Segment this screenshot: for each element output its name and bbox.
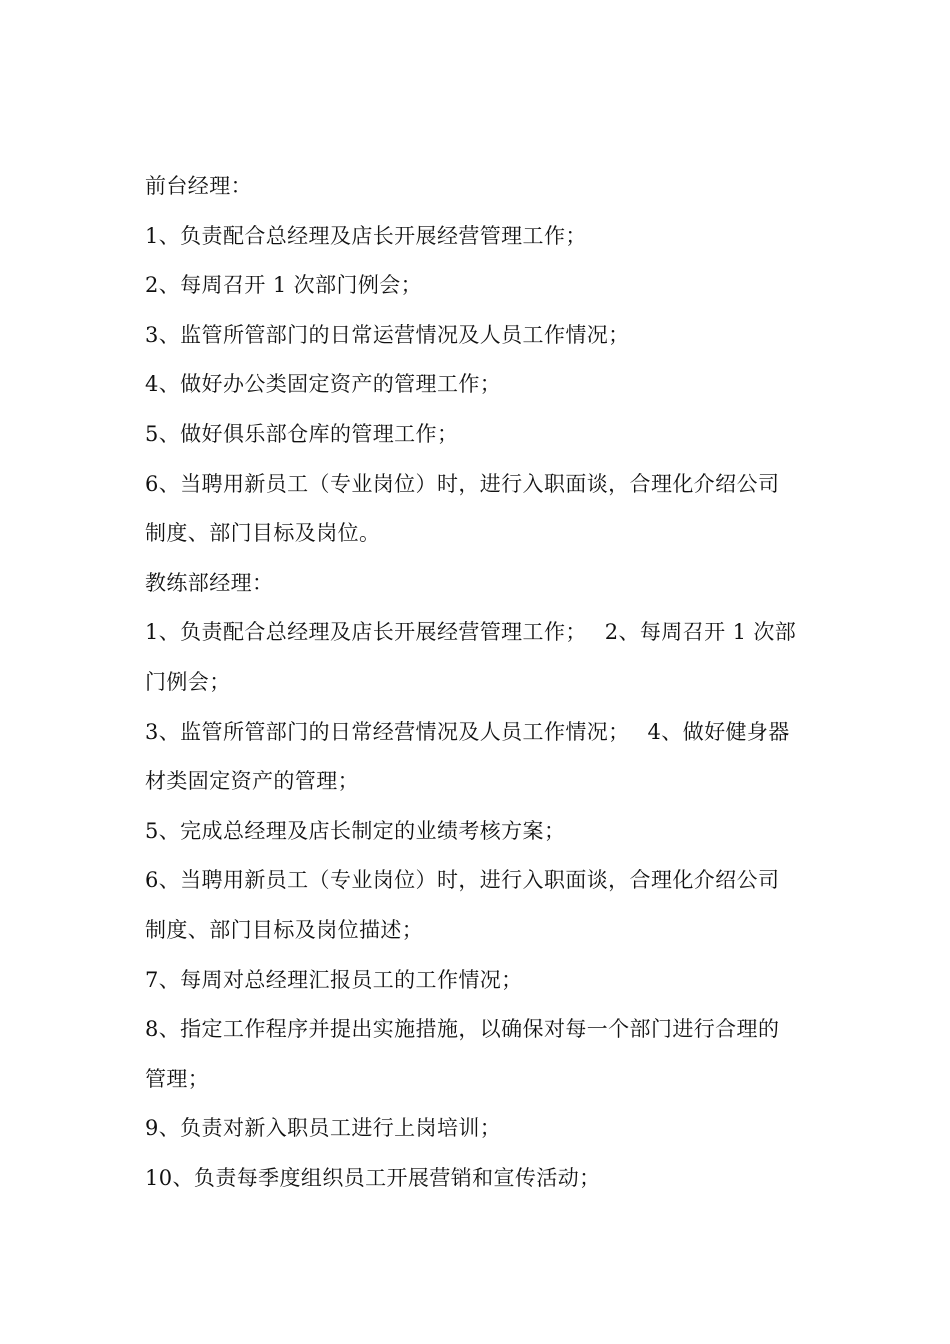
text-line: 1、负责配合总经理及店长开展经营管理工作； 2、每周召开 1 次部 <box>145 620 797 645</box>
text-line: 5、做好俱乐部仓库的管理工作； <box>145 421 459 446</box>
text-line: 制度、部门目标及岗位。 <box>145 521 381 546</box>
text-line: 6、当聘用新员工（专业岗位）时，进行入职面谈，合理化介绍公司 <box>145 868 780 893</box>
section-heading-coaching-manager: 教练部经理： <box>145 570 274 595</box>
text-line: 8、指定工作程序并提出实施措施，以确保对每一个部门进行合理的 <box>145 1017 780 1042</box>
text-line: 10、负责每季度组织员工开展营销和宣传活动； <box>145 1165 601 1190</box>
text-line: 3、监管所管部门的日常经营情况及人员工作情况； 4、做好健身器 <box>145 719 790 744</box>
text-line: 门例会； <box>145 669 231 694</box>
text-line: 材类固定资产的管理； <box>145 769 359 794</box>
document-body <box>145 162 810 1203</box>
text-line: 3、监管所管部门的日常运营情况及人员工作情况； <box>145 322 630 347</box>
text-line: 9、负责对新入职员工进行上岗培训； <box>145 1116 502 1141</box>
section-heading-front-desk-manager: 前台经理： <box>145 174 252 198</box>
text-line: 管理； <box>145 1066 210 1091</box>
text-line: 1、负责配合总经理及店长开展经营管理工作； <box>145 223 587 248</box>
text-line: 5、完成总经理及店长制定的业绩考核方案； <box>145 818 566 843</box>
text-line: 2、每周召开 1 次部门例会； <box>145 273 423 298</box>
text-line: 6、当聘用新员工（专业岗位）时，进行入职面谈，合理化介绍公司 <box>145 471 780 496</box>
text-line: 4、做好办公类固定资产的管理工作； <box>145 372 502 397</box>
text-line: 制度、部门目标及岗位描述； <box>145 917 424 942</box>
text-line: 7、每周对总经理汇报员工的工作情况； <box>145 967 523 992</box>
